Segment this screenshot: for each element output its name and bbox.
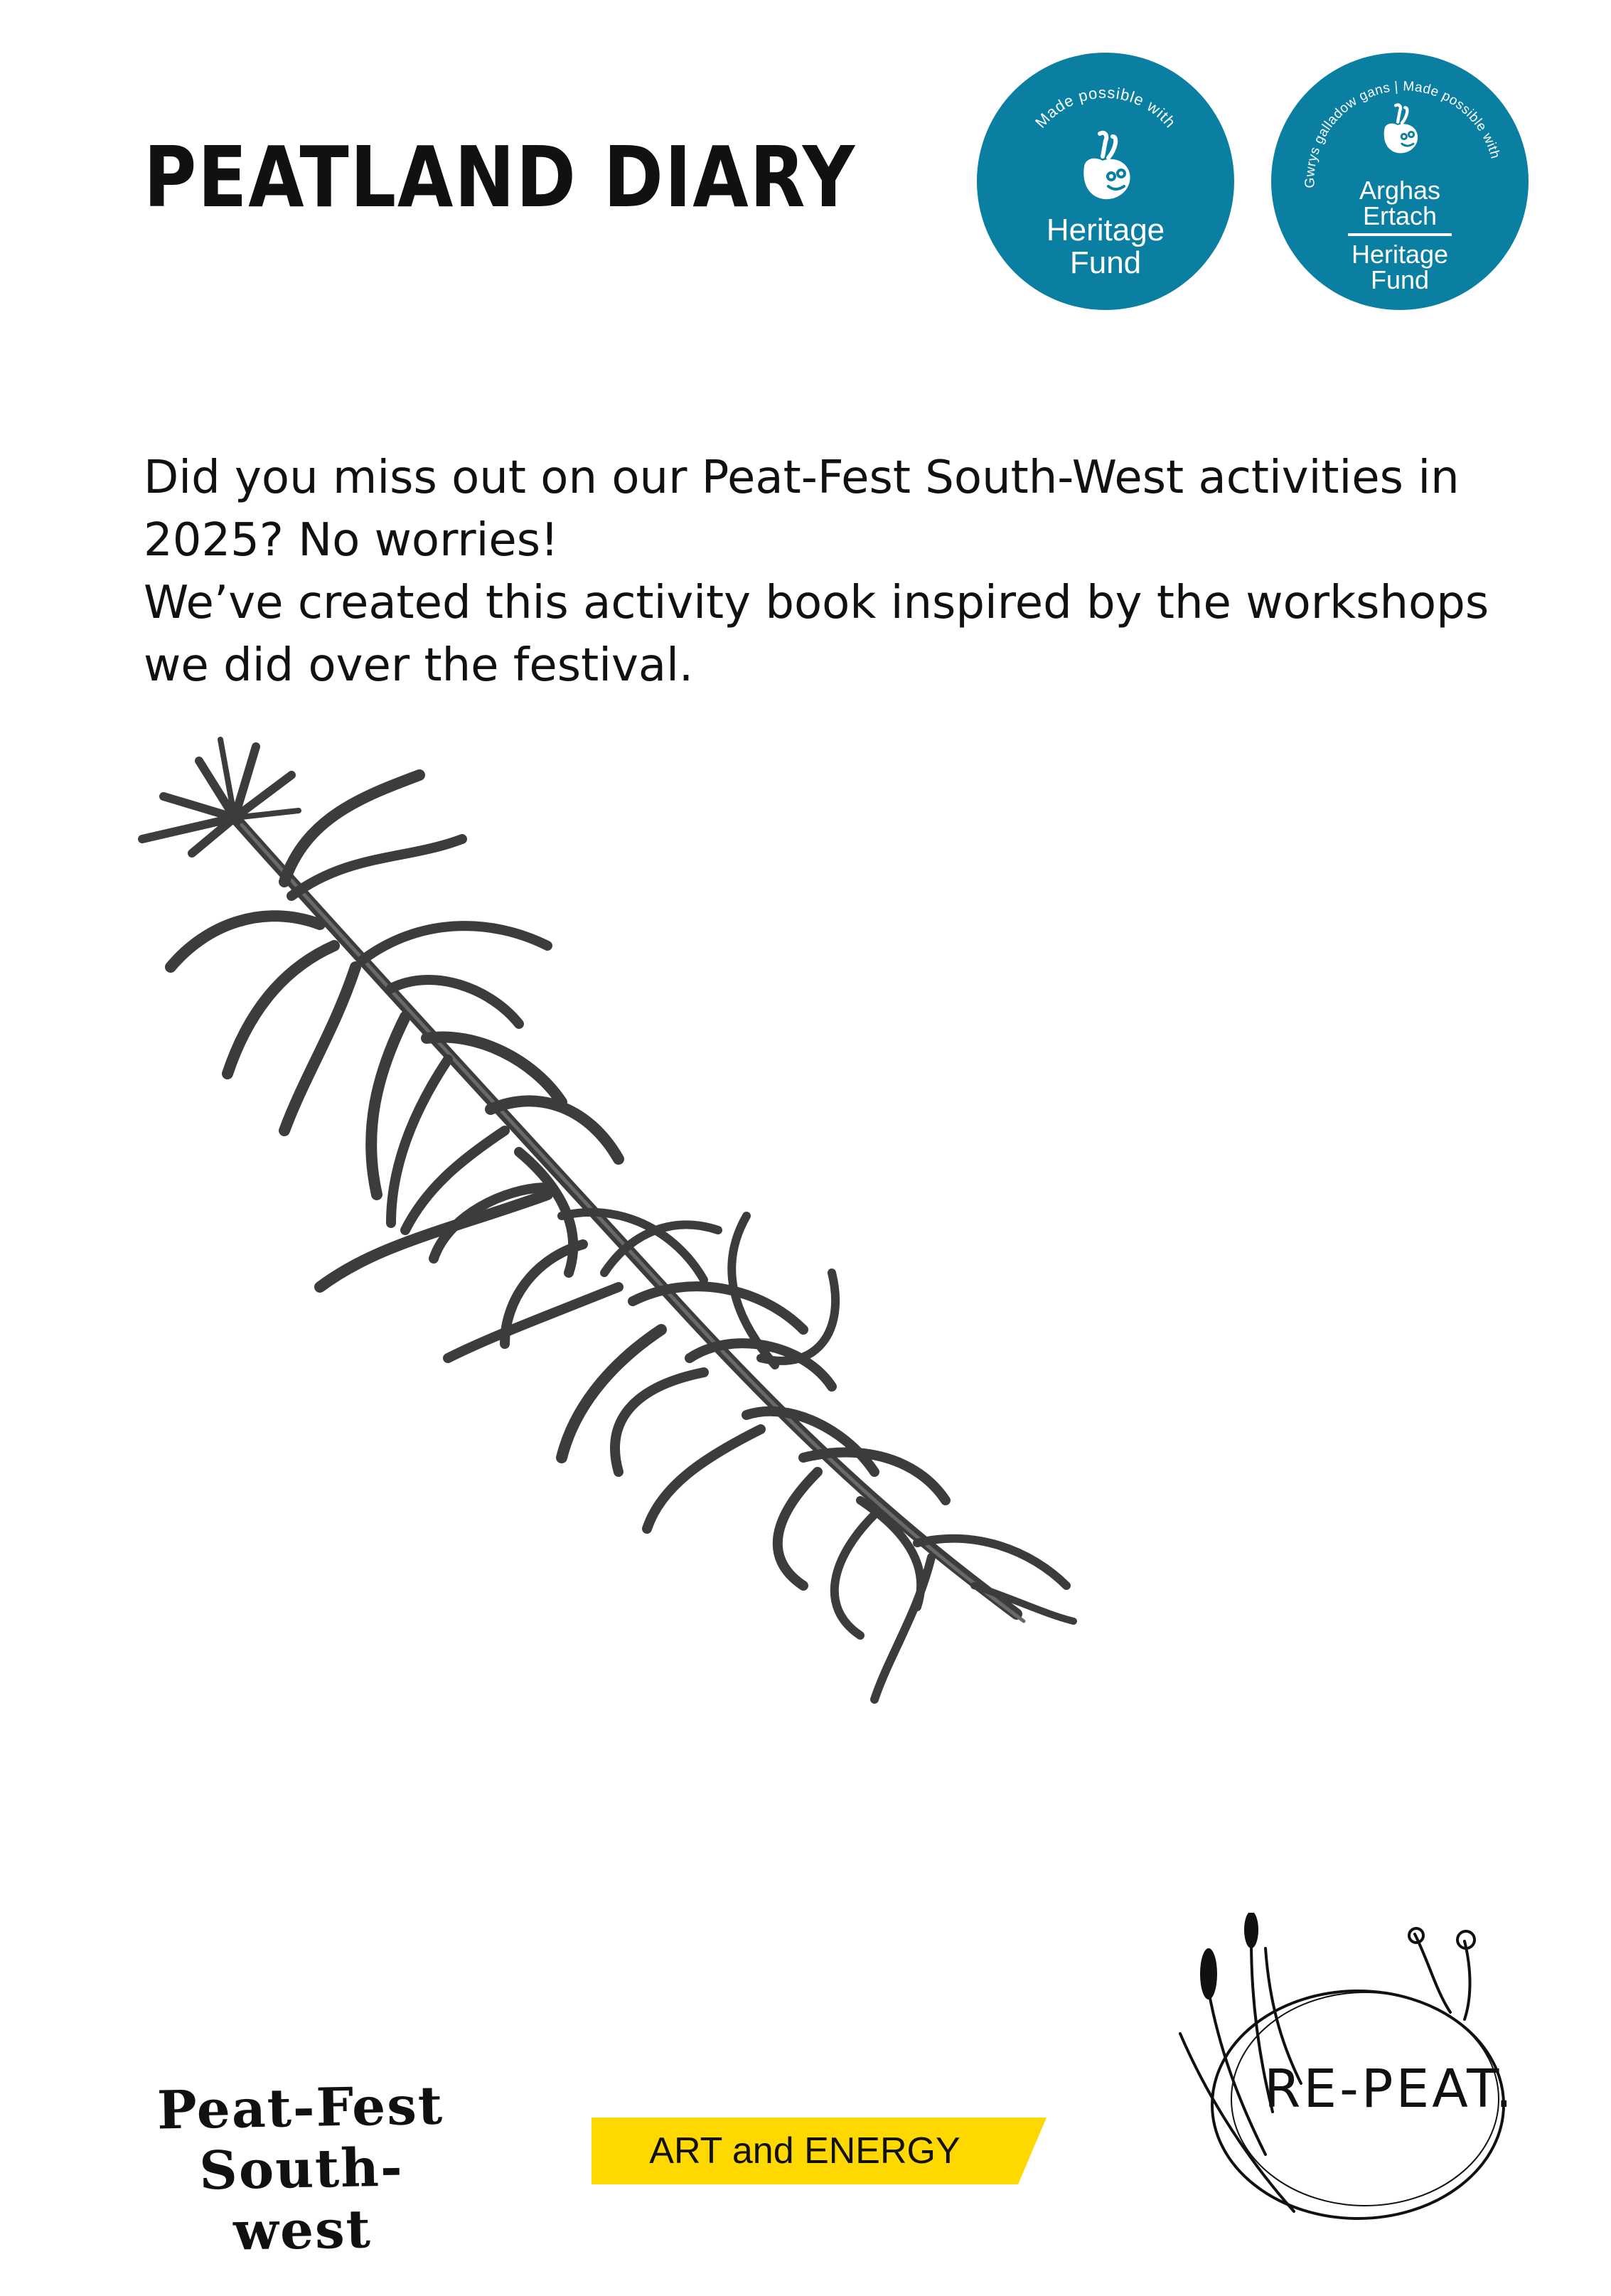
badge-fund-label: Fund [1370,265,1430,294]
intro-paragraph: We’ve created this activity book inspired by the workshops we did over the festival. [144,577,1489,692]
festival-line: South-west [198,2137,405,2263]
arghas-ertach-heritage-fund-badge [1271,53,1529,310]
badge-arghas-label: Arghas [1359,176,1441,205]
badge-divider [1348,233,1452,236]
crossed-fingers-hand-icon [1375,102,1425,159]
heritage-fund-badge [977,53,1234,310]
crossed-fingers-hand-icon [1071,129,1140,208]
intro-text [144,447,1494,697]
badge-fund-label: Fund [1069,245,1142,280]
peat-fest-logo [151,2075,452,2263]
art-and-energy-banner [592,2118,1047,2184]
plant-sketch-icon [121,732,1116,1742]
badge-ring-label: Made possible with [1031,83,1180,132]
intro-paragraph: Did you miss out on our Peat-Fest South-West activities in 2025? No worries! [144,452,1460,567]
badge-ring-label: Gwrys galladow gans | Made possible with [1302,79,1503,188]
badge-ertach-label: Ertach [1362,201,1438,230]
badge-heritage-label: Heritage [1351,240,1449,269]
art-and-energy-label: ART and ENERGY [649,2130,960,2172]
badge-heritage-label: Heritage [1046,213,1165,247]
re-peat-label: RE-PEAT. [1264,2059,1516,2120]
festival-line: Peat-Fest [156,2075,444,2142]
svg-text:Made possible with [1032,84,1179,132]
page-title: PEATLAND DIARY [144,128,856,226]
